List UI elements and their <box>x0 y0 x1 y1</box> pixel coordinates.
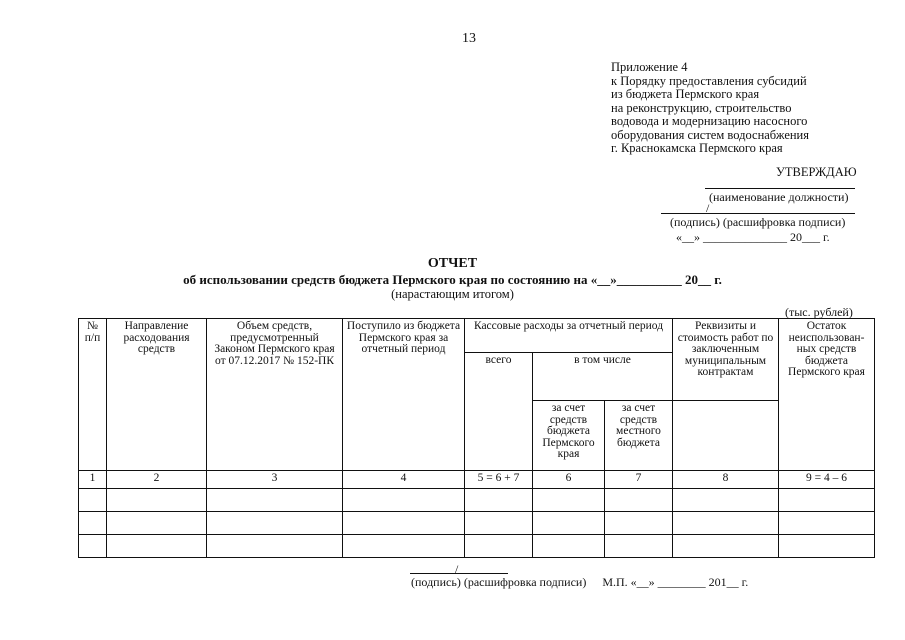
header-cash-expenses: Кассовые расходы за отчетный период <box>465 319 673 353</box>
appendix-line: г. Краснокамска Пермского края <box>611 141 783 155</box>
header-local-budget: за счет средств местного бюджета <box>605 401 673 471</box>
signature-line <box>661 213 855 214</box>
appendix-line: Приложение 4 <box>611 60 688 74</box>
table-row <box>79 489 875 512</box>
position-caption: (наименование должности) <box>709 190 849 204</box>
col-number-cell: 4 <box>343 471 465 489</box>
units-label: (тыс. рублей) <box>785 305 853 319</box>
page-number: 13 <box>462 31 476 46</box>
numbering-row <box>79 471 875 489</box>
footer-slash: / <box>455 562 459 576</box>
col-number-cell: 5 = 6 + 7 <box>465 471 533 489</box>
report-title: ОТЧЕТ <box>427 256 478 271</box>
table-row <box>79 512 875 535</box>
header-including: в том числе <box>533 353 673 401</box>
approve-heading: УТВЕРЖДАЮ <box>776 165 857 179</box>
header-regional-budget: за счет средств бюджета Пермского края <box>533 401 605 471</box>
appendix-line: к Порядку предоставления субсидий <box>611 73 807 88</box>
col-number-cell: 6 <box>533 471 605 489</box>
header-number: № п/п <box>79 319 107 471</box>
footer-signature <box>411 575 748 590</box>
header-remainder: Остаток неиспользован-ных средств бюджета Пермского края <box>779 319 875 471</box>
position-line <box>705 188 855 189</box>
appendix-block <box>611 61 809 156</box>
col-number-cell: 3 <box>207 471 343 489</box>
signature-slash: / <box>706 201 710 215</box>
appendix-line: на реконструкцию, строительство <box>611 100 792 115</box>
header-direction: Направление расходования средств <box>107 319 207 471</box>
appendix-line: оборудования систем водоснабжения <box>611 127 809 142</box>
footer-signature-line <box>410 573 508 574</box>
footer-signature-caption: (подпись) (расшифровка подписи) <box>411 575 587 589</box>
col-number-cell: 7 <box>605 471 673 489</box>
appendix-line: из бюджета Пермского края <box>611 87 760 101</box>
signature-caption: (подпись) (расшифровка подписи) <box>670 215 846 229</box>
header-volume: Объем средств, предусмотренный Законом Пермского края от 07.12.2017 № 152-ПК <box>207 319 343 471</box>
approval-date-line: «__» ______________ 20___ г. <box>676 230 830 244</box>
report-table <box>78 318 875 558</box>
col-number-cell: 1 <box>79 471 107 489</box>
footer-stamp-date: М.П. «__» ________ 201__ г. <box>602 575 749 589</box>
col-number-cell: 2 <box>107 471 207 489</box>
report-subtitle: об использовании средств бюджета Пермского края по состоянию на «__»__________ 20__ г. <box>183 272 722 287</box>
header-contract-details: Реквизиты и стоимость работ по заключенным муниципальным контрактам <box>673 319 779 401</box>
header-received: Поступило из бюджета Пермского края за отчетный период <box>343 319 465 471</box>
appendix-line: водовода и модернизацию насосного <box>611 114 808 128</box>
col-number-cell: 8 <box>673 471 779 489</box>
header-details-blank <box>673 401 779 471</box>
report-subtitle-cumulative: (нарастающим итогом) <box>391 287 514 301</box>
col-number-cell: 9 = 4 – 6 <box>779 471 875 489</box>
header-total: всего <box>465 353 533 471</box>
table-row <box>79 535 875 558</box>
